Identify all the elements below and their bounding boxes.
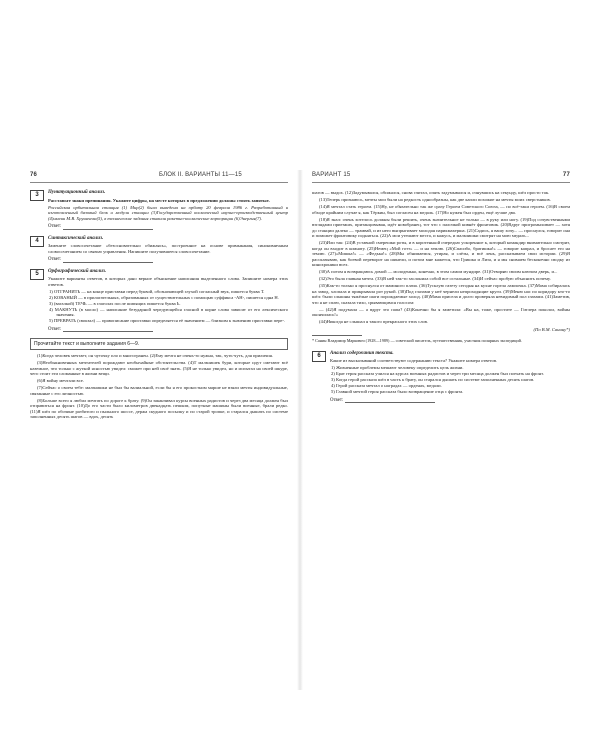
- option-5: 5) Главной мечтой героя рассказа было возвращение отца с фронта.: [331, 389, 464, 394]
- option-1: 1) ОТГРАНИТЬ — на конце приставки перед буквой, обозначающей глухой согласный звук, пишется буква Т.: [49, 288, 265, 294]
- answer-label: Ответ:: [48, 257, 62, 262]
- answer-label: Ответ:: [48, 224, 62, 229]
- answer-field[interactable]: [345, 398, 435, 403]
- text-paragraph: (13)Теперь признаюсь, мечты мои были на редкость однообразны, как две капли похожие на мечты моих сверстников.: [319, 197, 551, 202]
- answer-field[interactable]: [63, 327, 153, 332]
- task-instruction: Расставьте знаки препинания. Укажите цифры, на месте которых в предложении должны стоять запятые.: [48, 197, 270, 203]
- right-running-title: ВАРИАНТ 15: [312, 172, 351, 178]
- task-number: 4: [30, 236, 44, 247]
- text-paragraph: (18)Я знал: очень хотелось должны были решить, очень значительное не только — в руку или ногу. (19)Под сочувственными взглядами приезжих, пританцовывая, идёт новобранец, тот что с палочкой кивнёт фронтовик. (20)Вдруг пригромыхивает — хотя до станции далеко — трамвай, и из него выпрыгивает молодая парикмахерша. (21)Садись, я вашу хочу... — проснулся, говорит она и поможет фронтовику подняться. (22)А мои утешают места, и кажусь, и мальчишки смотрят на мою медаль...: [312, 216, 570, 238]
- task-instruction: Замените словосочетание «безосновательно обижаясь», построенное на основе примыкания, синонимичным словосочетанием со связью управления. Напишите получившееся словосочетание.: [48, 243, 288, 254]
- footnote: * Санин Владимир Маркович (1928—1989) — советский писатель, путешественник, участник полярных экспедиций.: [312, 337, 522, 343]
- answer-line[interactable]: [330, 398, 570, 404]
- option-3: 3) Когда герой рассказа шёл в часть к брату, он старался дышать по системе заполненных десять шагов.: [331, 377, 535, 382]
- text-paragraph: (1)Когда человек мечтает, он чуточку пло и многогранен. (2)Ему мечта не очень-то нужна, так, чуть-чуть, для приличия.: [37, 353, 273, 358]
- option-2: 2) КОВАНЫЙ — в прилагательных, образованных от существительных с помощью суффикса -АН-, пишется одна Н.: [49, 294, 279, 300]
- answer-line[interactable]: [48, 224, 288, 230]
- task-3: [30, 190, 288, 230]
- option-2: 2) Брат героя рассказа учился на курсах военных радистов и через три месяца должен был поехать на фронт.: [331, 371, 544, 376]
- option-5: 5) ПРЕВРАТЬ (свокзал) — правописание приставки определяется её значением — близким к значению приставки пере-.: [49, 318, 286, 323]
- right-page-number: 77: [562, 172, 570, 178]
- left-page-number: 76: [30, 172, 38, 178]
- text-paragraph: (30)А потом я возвращаюсь домой — молоденько, конечно, в этом самом мундире. (31)Отворяю своим ключом дверь, и...: [319, 269, 558, 274]
- answer-label: Ответ:: [330, 397, 344, 403]
- task-number: 5: [30, 269, 44, 280]
- left-running-head: [30, 172, 242, 178]
- text-prompt-box: Прочитайте текст и выполните задания 6—9.: [30, 338, 288, 350]
- left-page: [30, 190, 288, 680]
- task-instruction: Какие из высказываний соответствуют содержанию текста? Укажите номера ответов.: [330, 358, 498, 363]
- task-6: [312, 351, 570, 404]
- text-paragraph: (6)Я войну мечтали все.: [37, 378, 84, 383]
- left-running-title: БЛОК II. ВАРИАНТЫ 11—15: [158, 172, 242, 178]
- task-number: 6: [312, 351, 326, 362]
- reading-text-left: [30, 353, 288, 420]
- text-attribution: (По В.М. Санину*): [533, 326, 570, 332]
- right-page: [312, 190, 570, 680]
- text-paragraph: (8)Больше всего я любил мечтать по дороге к брату. (9)Он заканчивал курсы военных радистов и через два месяца должен был отправиться на фронт. (10)До его части было километров двенадцать пешком, попутные машины были военные, брали редко. (11)Я шёл по обочине разбитого и пыльного шоссе, держа скудного посылку и по старой тропке, и старался дышать по системе заполненных десять шагов — вдох, десять: [30, 397, 288, 419]
- task-title: Орфографический анализ.: [48, 268, 107, 274]
- task-sentence: Российская орбитальная станция (1) Мир(2) была выведена на орбиту 20 февраля 1986 г. Разработанный и изготовленный базовый блок и модули станции (3)Государственный космический научно-производственный центр (4)имени М.В. Хруничева(5), в технические задания ставили ракетно-космические корпорации (6)Энергия(7).: [48, 204, 288, 221]
- answer-line[interactable]: [48, 257, 288, 263]
- task-title: Пунктуационный анализ.: [48, 190, 106, 195]
- task-instruction: Укажите варианты ответов, в которых дано верное объяснение написания выделенного слова. Запишите номера этих ответов.: [48, 276, 288, 287]
- text-paragraph: (7)Сейчас о своем тебе: мальчишки не был бы валиальной, если бы я его прокостном марше не взяли мечты индивидуальные, связанные с его личностью.: [30, 385, 288, 396]
- text-paragraph: — (42)Я подумала — а вдруг это папа? (43)Конечно бы я заметила: «Вы на, тоже, простите — Гитлера поколол, войны окончилась!»: [312, 306, 570, 317]
- text-paragraph: (14)Я мечтал стать героем. (15)Ну, не обязательно так же сразу Героем Советского Союза, — по всё-таки героем. (16)В своем обходе крайним случае я, как Тёркин, был согласен на медаль. (17)Но нужен был орден, ещё лучше два.: [312, 204, 570, 215]
- reading-text-right: [312, 190, 570, 325]
- text-paragraph: (3)Необыкновенных мечтателей порождают необычайные обстоятельства. (4)Т мальчишек бури, которые идут сметают всё наземное, что только с жуткой ясностью увидел: сможет при ней своё знать. (5)Я не только увидел, но и испытал на своей шкуре, чего стоит эти сломанные в жизни вещи.: [30, 360, 288, 376]
- task-5: [30, 269, 288, 333]
- left-header-rule: [30, 182, 288, 183]
- task-number: 3: [30, 190, 44, 201]
- text-paragraph: шагов — выдох. (12)Задумывался, обижался, снова считал, опять задумывался и, очнувшись на секунду, шёл просто так.: [312, 190, 550, 195]
- right-header-rule: [312, 182, 570, 183]
- text-paragraph: (35)Как-то только я проснулся от маминого плача. (36)Тусклую газету сегодня на кухне горела лампочка. (37)Мама собиралась на завод, хлопала и прикрывала рот рукой. (38)Под глазами у неё чернели непроходящие круги. (39)Меню нас по коридору кто-то шёл: были слышны тяжёлые шаги порождаемые холод. (40)Мама присела и долго проверяла невидимый пол глазами. (41)Заметив, что я не сплю, сказала тихо, срывающимся голосом:: [312, 283, 570, 305]
- task-title: Анализ содержания текста.: [330, 350, 394, 356]
- option-3: 3) (вагалкой) ТЕЧЬ — в глаголах после шипящих пишется буква Ь.: [49, 300, 181, 306]
- text-paragraph: (32)Это была главная мечта. (33)В ней так-то заслонила собой все остальные. (34)И сейчас пробую объяснить почему.: [319, 276, 551, 281]
- text-paragraph: (44)Никогда не слышал я такого прекрасного этих слов.: [319, 319, 429, 324]
- right-running-head: [312, 172, 570, 178]
- answer-line[interactable]: [48, 327, 288, 333]
- text-paragraph: (23)Или так: (24)В уставной смерешки роты, и в коротенькой очередью ускоренное к, который командир внимательно смотрит, когда он входит в комнату. (25)Немец «Мой готт» — и на землю. (26)Спасибо, братишка!» — говорит капрал, и бросает его на землю. (27)«Мишка!» — «Федька!» (28)Мы обнимаемся, утирая, и слёзы, и всё лень, рассказываем свои истории. (29)Я рассказываю, как боевой переворот на шинели, и потом мне кажется, что Гришка и Лиза, и я мы снимаем бесконечно сводку из кинохроники всех.: [312, 240, 570, 267]
- answer-field[interactable]: [63, 258, 153, 263]
- task-4: [30, 236, 288, 263]
- option-4: 4) Герой рассказа мечтал о наградах — орденах, медали.: [331, 383, 442, 388]
- book-gutter: [297, 170, 303, 690]
- answer-field[interactable]: [63, 225, 153, 230]
- option-1: 1) Жизненные проблемы мешают человеку определить цель жизни.: [331, 365, 464, 370]
- answer-label: Ответ:: [48, 326, 62, 332]
- task-title: Синтаксический анализ.: [48, 235, 104, 241]
- footnote-rule: [312, 335, 362, 336]
- option-4: 4) МАКНУТЬ (в масло) — написание безударной чередующейся гласной в корне слова зависит от его лексического значения.: [49, 306, 288, 317]
